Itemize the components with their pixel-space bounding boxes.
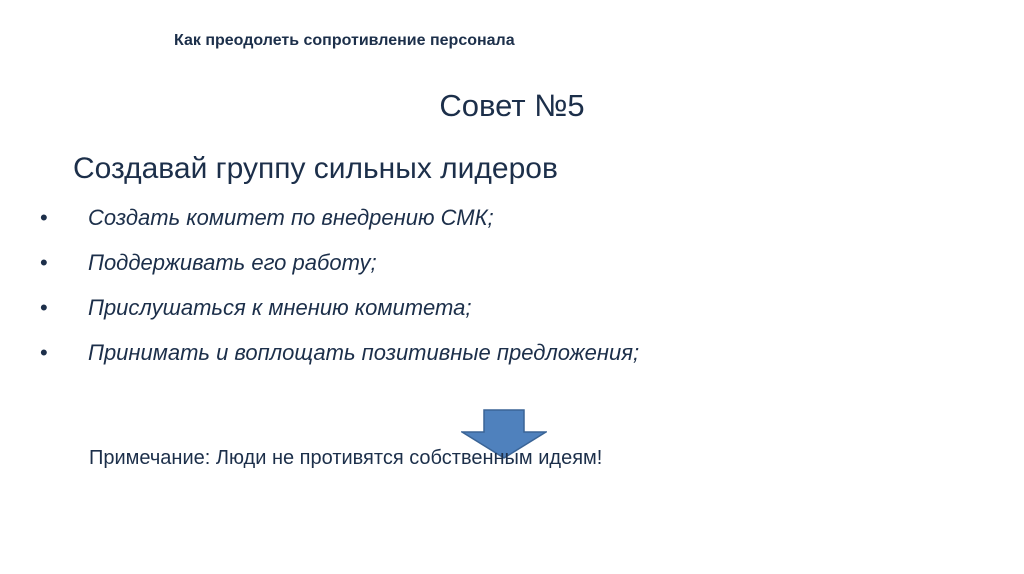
bullet-text: Прислушаться к мнению комитета;	[88, 295, 472, 320]
slide-subtitle: Создавай группу сильных лидеров	[73, 152, 558, 185]
bullet-text: Принимать и воплощать позитивные предложения;	[88, 340, 640, 365]
bullet-icon: •	[40, 205, 48, 230]
slide-header: Как преодолеть сопротивление персонала	[174, 32, 515, 49]
bullet-icon: •	[40, 340, 48, 365]
bullet-icon: •	[40, 295, 48, 320]
slide-title: Совет №5	[439, 88, 585, 123]
note-text: Примечание: Люди не противятся собственным идеям!	[89, 447, 603, 469]
bullet-text: Поддерживать его работу;	[88, 250, 377, 275]
bullet-icon: •	[40, 250, 48, 275]
bullet-text: Создать комитет по внедрению СМК;	[88, 205, 494, 230]
